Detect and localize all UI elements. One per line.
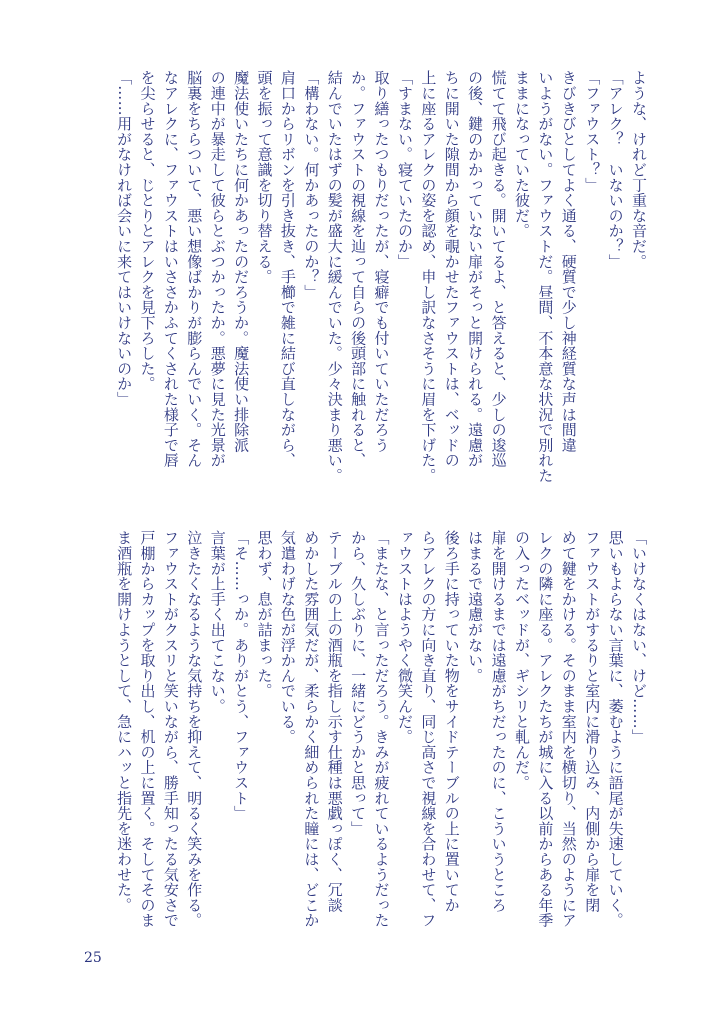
- text-line: いようがない。ファウストだ。昼間、不本意な状況で別れた: [536, 70, 555, 484]
- text-line: 取り繕ったつもりだったが、寝癖でも付いていただろう: [372, 70, 391, 453]
- text-line: ような、けれど丁重な音だ。: [630, 70, 648, 269]
- text-block-bottom: [82, 530, 650, 930]
- text-line: ままになっていた彼だ。: [512, 70, 531, 239]
- text-line: 「構わない。何かあったのか？」: [302, 70, 321, 300]
- text-line: 魔法使いたちに何かあったのだろうか。魔法使い排除派: [232, 70, 251, 453]
- text-line: 肩口からリボンを引き抜き、手櫛で雑に結び直しながら、: [278, 70, 297, 468]
- text-line: らアレクの方に向き直り、同じ高さで視線を合わせて、フ: [419, 530, 438, 928]
- text-line: の連中が暴走して彼らとぶつかったか。悪夢に見た光景が: [208, 70, 227, 468]
- text-line: 「ファウスト？」: [583, 70, 602, 193]
- text-line: 扉を開けるまでは遠慮がちだったのに、こういうところ: [489, 530, 508, 913]
- text-line: 思いもよらない言葉に、萎むように語尾が失速していく。: [606, 530, 625, 928]
- text-line: ちに開いた隙間から顔を覗かせたファウストは、ベッドの: [442, 70, 461, 468]
- text-line: 言葉が上手く出てこない。: [208, 530, 227, 714]
- text-line: ま酒瓶を開けようとして、急にハッと指先を迷わせた。: [115, 530, 134, 913]
- text-line: めかした雰囲気だが、柔らかく細められた瞳には、どこか: [302, 530, 321, 928]
- text-line: から、久しぶりに、一緒にどうかと思って」: [349, 530, 368, 836]
- text-line: なアレクに、ファウストはいささかふてくされた様子で唇: [161, 70, 180, 468]
- text-line: か。ファウストの視線を辿って自らの後頭部に触れると、: [349, 70, 368, 468]
- text-block-top: [82, 70, 650, 500]
- text-line: 戸棚からカップを取り出し、机の上に置く。そしてそのま: [138, 530, 157, 928]
- text-line: ファウストがクスリと笑いながら、勝手知ったる気安さで: [161, 530, 180, 928]
- page-number: 25: [84, 950, 102, 966]
- text-line: の入ったベッドが、ギシリと軋んだ。: [512, 530, 531, 791]
- text-line: 「……用がなければ会いに来てはいけないのか」: [115, 70, 134, 407]
- text-line: 気遣わげな色が浮かんでいる。: [278, 530, 297, 745]
- text-line: 思わず、息が詰まった。: [255, 530, 274, 699]
- text-line: レクの隣に座る。アレクたちが城に入る以前からある年季: [536, 530, 555, 928]
- text-line: を尖らせると、じとりとアレクを見下ろした。: [138, 70, 157, 392]
- text-line: 「アレク？ いないのか？」: [606, 70, 625, 269]
- text-line: の後、鍵のかかっていない扉がそっと開けられる。遠慮が: [466, 70, 485, 468]
- text-line: 「いけなくはない、けど……」: [630, 530, 648, 745]
- text-line: めて鍵をかける。そのまま室内を横切り、当然のようにア: [559, 530, 578, 928]
- text-line: 頭を振って意識を切り替える。: [255, 70, 274, 285]
- text-line: 上に座るアレクの姿を認め、申し訳なさそうに眉を下げた。: [419, 70, 438, 484]
- text-line: 後ろ手に持っていた物をサイドテーブルの上に置いてか: [442, 530, 461, 913]
- text-line: 泣きたくなるような気持ちを抑えて、明るく笑みを作る。: [185, 530, 204, 928]
- text-line: ァウストはようやく微笑んだ。: [395, 530, 414, 745]
- text-line: ファウストがするりと室内に滑り込み、内側から扉を閉: [583, 530, 602, 913]
- text-line: はまるで遠慮がない。: [466, 530, 485, 683]
- text-line: 「すまない。寝ていたのか」: [395, 70, 414, 269]
- text-line: 慌てて飛び起きる。開いてるよ、と答えると、少しの逡巡: [489, 70, 508, 468]
- text-line: 結んでいたはずの髪が盛大に緩んでいた。少々決まり悪い。: [325, 70, 344, 484]
- text-line: テーブルの上の酒瓶を指し示す仕種は悪戯っぽく、冗談: [325, 530, 344, 913]
- text-line: 「またな、と言っただろう。きみが疲れているようだった: [372, 530, 391, 928]
- text-line: 「そ……っか。ありがとう、ファウスト」: [232, 530, 251, 821]
- text-line: きびきびとしてよく通る、硬質で少し神経質な声は間違: [559, 70, 578, 453]
- text-line: 脳裏をちらついて、悪い想像ばかりが膨らんでいく。そん: [185, 70, 204, 468]
